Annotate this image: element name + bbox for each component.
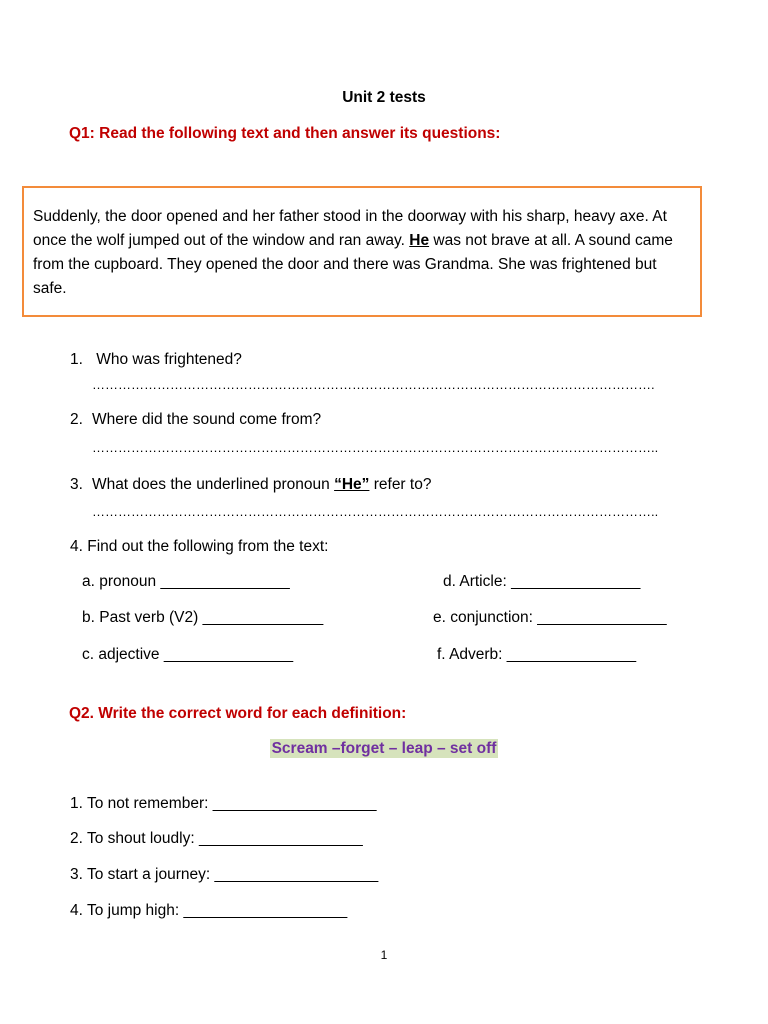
q2-item-1-label: 1. To not remember: [70,795,213,812]
question-3-text-after: refer to? [369,476,432,493]
q4-item-a [82,573,290,591]
q4-item-d-label: d. Article: [443,573,512,590]
q4-item-d [443,573,640,591]
word-bank: Scream –forget – leap – set off [271,740,497,757]
question-1 [70,351,242,369]
q2-item-2-label: 2. To shout loudly: [70,830,199,847]
passage-text-before: Suddenly, the door opened and her father stood in the doorway with his sharp, heavy axe. At once the wolf jumped out of the window and ran away. [33,208,667,249]
q4-item-f-blank[interactable]: _______________ [506,646,637,663]
passage-text-after: was not brave at all. A sound came from the cupboard. They opened the door and there was Grandma. She was frightened but safe. [33,232,673,297]
question-2-text: Where did the sound come from? [91,411,322,428]
question-2-number: 2. [70,411,83,428]
q4-item-e-label: e. conjunction: [433,609,538,626]
answer-line-2[interactable]: ………………………………………………………………………………………………………………….. [92,440,659,455]
q4-item-c-blank[interactable]: _______________ [163,646,294,663]
q2-heading: Q2. Write the correct word for each definition: [69,705,407,722]
question-3-number: 3. [70,476,83,493]
q1-heading: Q1: Read the following text and then answer its questions: [69,125,501,142]
q4-item-a-label: a. pronoun [82,573,161,590]
q4-item-f-label: f. Adverb: [437,646,507,663]
question-2 [70,411,321,429]
page-title: Unit 2 tests [342,89,426,106]
question-1-number: 1. [70,351,83,368]
q4-item-d-blank[interactable]: _______________ [511,573,641,590]
reading-passage [33,205,693,301]
underlined-pronoun: He [409,232,430,249]
answer-line-1[interactable]: …………………………………………………………………………………………………………………. [92,377,655,392]
q4-item-c-label: c. adjective [82,646,164,663]
q2-item-3 [70,866,378,884]
q2-item-4 [70,902,347,920]
question-3-text-before: What does the underlined pronoun [91,476,335,493]
q2-item-2 [70,830,363,848]
q2-item-4-blank[interactable]: ___________________ [183,902,348,919]
q2-item-2-blank[interactable]: ___________________ [198,830,363,847]
q4-item-e [433,609,667,627]
q2-item-4-label: 4. To jump high: [70,902,184,919]
q4-item-b-blank[interactable]: ______________ [202,609,324,626]
q4-item-f [437,646,636,664]
q2-item-1 [70,795,377,813]
passage-box [22,186,702,317]
q2-item-3-blank[interactable]: ___________________ [214,866,379,883]
answer-line-3[interactable]: ………………………………………………………………………………………………………………….. [92,504,659,519]
question-3-pronoun: “He” [334,476,370,493]
q4-item-c [82,646,293,664]
q2-item-3-label: 3. To start a journey: [70,866,215,883]
q2-item-1-blank[interactable]: ___________________ [212,795,377,812]
question-1-text: Who was frightened? [91,351,242,368]
question-4-label: 4. Find out the following from the text: [70,538,329,555]
word-bank-row [0,740,768,758]
page-number: 1 [380,948,388,962]
q4-item-b [82,609,323,627]
q4-item-b-label: b. Past verb (V2) [82,609,203,626]
question-3 [70,476,431,494]
q4-item-a-blank[interactable]: _______________ [160,573,290,590]
q4-item-e-blank[interactable]: _______________ [537,609,667,626]
